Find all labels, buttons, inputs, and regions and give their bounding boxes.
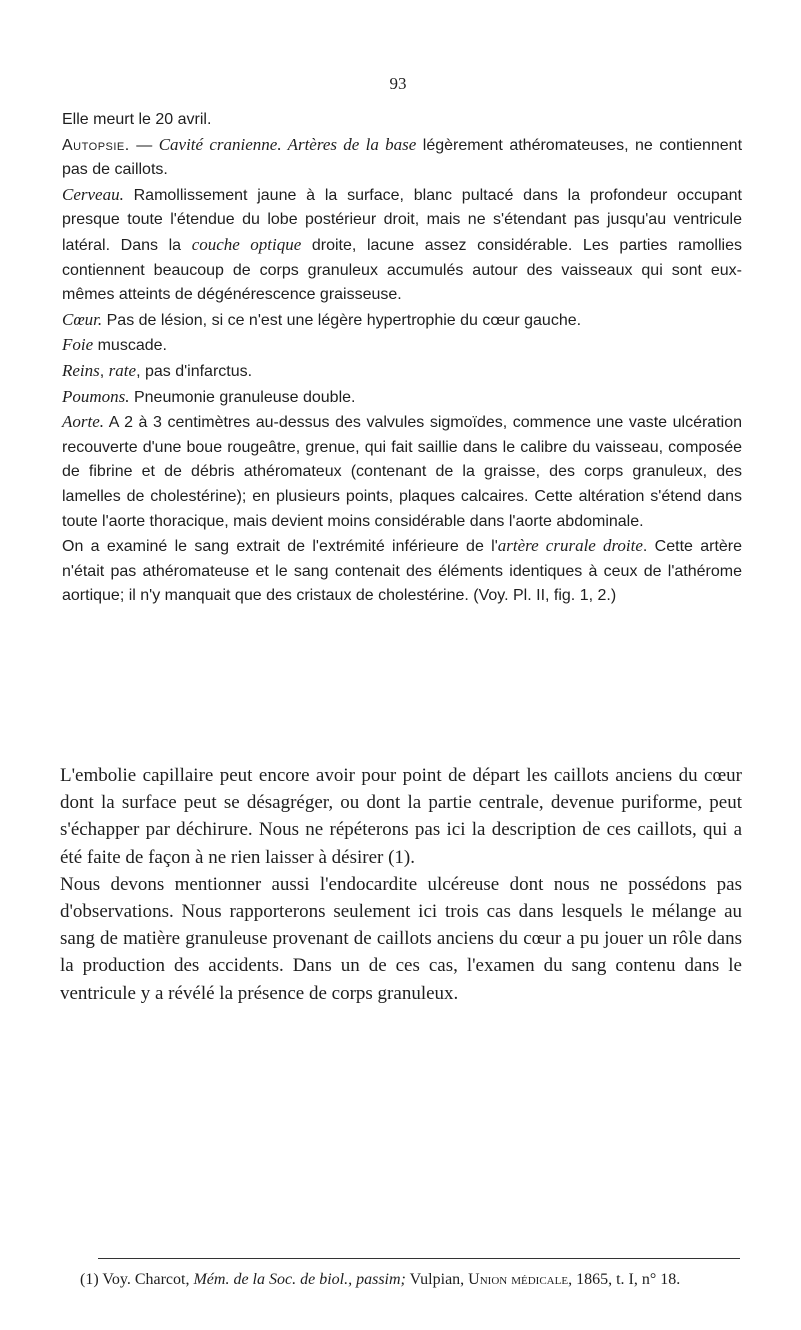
autopsie-dash: — [129,136,159,154]
reins-sep: , [99,362,109,380]
paragraph-autopsie [62,133,742,183]
sang-text1: On a examiné le sang extrait de l'extrémité inférieure de l' [62,538,498,556]
reins-label: Reins [62,360,100,380]
cerveau-text1: Ramollissement jaune à la surface, blanc pultacé dans la profondeur occupant presque toute l'étendue du lobe postérieur droit, mais ne s'étendant pas jusqu'au ventricule latéral. Dans la [62,186,742,254]
foie-text: muscade. [93,337,167,355]
cerveau-text2: droite, lacune assez considérable. Les parties ramollies contiennent beaucoup de corps granuleux accumulés autour des vaisseaux qui sont eux-mêmes atteints de dégénérescence graisseuse. [62,236,742,304]
foie-label: Foie [62,335,94,355]
paragraph-aorte [62,410,742,534]
coeur-label: Cœur. [62,309,103,329]
paragraph-coeur [62,308,742,334]
poumons-text: Pneumonie granuleuse double. [129,388,356,406]
autopsie-text: légèrement athéromateuses, ne contiennent pas de caillots. [62,136,743,179]
page-number: 93 [389,74,407,93]
footnote [80,1270,740,1290]
poumons-label: Poumons. [62,386,130,406]
aorte-label: Aorte. [62,412,105,432]
reins-text: , pas d'infarctus. [136,362,253,380]
sang-text2: . Cette artère n'était pas athéromateuse et le sang contenait des éléments identiques à ceux de l'athérome aortique; il n'y manquait que des cristaux de cholestérine. (Voy. Pl. II, fig. 1, 2.) [62,538,743,605]
footnote-journal: Union médicale [468,1271,569,1288]
sang-italic: artère crurale droite [497,536,643,556]
autopsie-italic: Cavité cranienne. Artères de la base [158,134,417,154]
paragraph-foie [62,333,742,359]
cerveau-label: Cerveau. [62,184,124,204]
cerveau-italic: couche optique [191,234,302,254]
paragraph-poumons [62,385,742,411]
footnote-text: Vulpian, [405,1271,469,1288]
rate-label: rate [108,360,137,380]
coeur-text: Pas de lésion, si ce n'est une légère hypertrophie du cœur gauche. [102,311,582,329]
paragraph-sang [62,534,742,609]
case-report [62,108,742,609]
footnote-tail: , 1865, t. I, n° 18. [568,1271,681,1288]
paragraph-endocardite: Nous devons mentionner aussi l'endocardite ulcéreuse dont nous ne possédons pas d'observations. Nous rapporterons seulement ici trois cas dans lesquels le mélange au sang de matière granuleuse provenant de caillots anciens du cœur a pu jouer un rôle dans la production des accidents. Dans un de ces cas, l'examen du sang contenu dans le ventricule y a révélé la présence de corps granuleux. [60,873,742,1004]
paragraph-embolie: L'embolie capillaire peut encore avoir pour point de départ les caillots anciens du cœur dont la surface peut se désagréger, ou dont la partie centrale, devenue puriforme, peut s'échapper par déchirure. Nous ne répéterons pas ici la description de ces caillots, qui a été faite de façon à ne rien laisser à désirer (1). [60,765,742,868]
footnote-italic: Mém. de la Soc. de biol., passim; [193,1271,406,1288]
paragraph-reins [62,359,742,385]
footnote-divider [98,1258,740,1259]
footnote-marker: (1) Voy. Charcot, [80,1271,194,1288]
autopsie-label: Autopsie. [62,136,130,154]
aorte-text: A 2 à 3 centimètres au-dessus des valvules sigmoïdes, commence une vaste ulcération recouverte d'une boue rougeâtre, grenue, qui fait saillie dans le calibre du vaisseau, composée de fibrine et de débris athéromateux (contenant de la graisse, des corps granuleux, des lamelles de cholestérine); en plusieurs points, plaques calcaires. Cette altération s'étend dans toute l'aorte thoracique, mais devient moins considérable dans l'aorte abdominale. [62,414,742,530]
paragraph-death: Elle meurt le 20 avril. [62,111,212,128]
discussion [60,762,742,1007]
paragraph-cerveau [62,183,742,308]
